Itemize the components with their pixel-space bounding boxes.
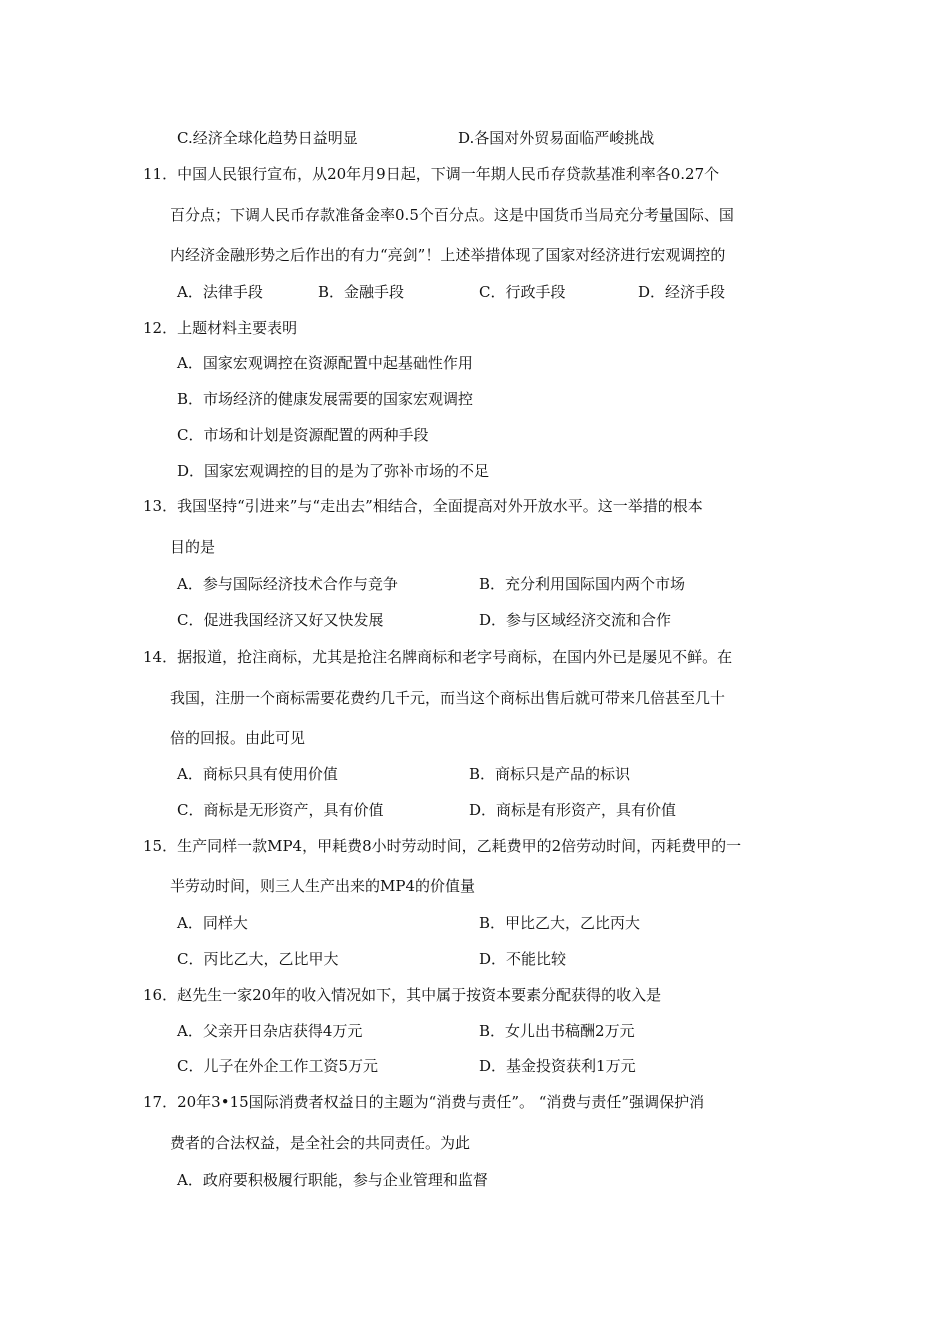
q16-stem-line-1: 16．赵先生一家20年的收入情况如下，其中属于按资本要素分配获得的收入是	[143, 986, 662, 1004]
q11-stem-line-1: 11．中国人民银行宣布，从20年月9日起，下调一年期人民币存贷款基准利率各0.27个	[143, 165, 720, 183]
q12-stem-line-1: 12．上题材料主要表明	[143, 319, 298, 337]
q17-stem-line-1: 17．20年3•15国际消费者权益日的主题为“消费与责任”。 “消费与责任”强调保护消	[143, 1093, 705, 1111]
q16-option-d: D．基金投资获利1万元	[479, 1057, 636, 1075]
q13-option-c: C．促进我国经济又好又快发展	[177, 611, 384, 629]
q11-option-b: B．金融手段	[318, 283, 405, 301]
q14-stem-line-1: 14．据报道，抢注商标，尤其是抢注名牌商标和老字号商标，在国内外已是屡见不鲜。在	[143, 648, 733, 666]
q14-stem-line-2: 我国，注册一个商标需要花费约几千元，而当这个商标出售后就可带来几倍甚至几十	[170, 689, 726, 707]
q17-option-a: A．政府要积极履行职能，参与企业管理和监督	[177, 1171, 488, 1189]
q16-option-c: C．儿子在外企工作工资5万元	[177, 1057, 379, 1075]
q15-option-d: D．不能比较	[479, 950, 567, 968]
q17-stem-line-2: 费者的合法权益，是全社会的共同责任。为此	[170, 1134, 471, 1152]
q15-stem-line-2: 半劳动时间，则三人生产出来的MP4的价值量	[170, 877, 475, 895]
q13-option-b: B．充分利用国际国内两个市场	[479, 575, 686, 593]
q13-stem-line-2: 目的是	[170, 538, 216, 556]
q13-option-d: D．参与区域经济交流和合作	[479, 611, 672, 629]
q12-option-d: D．国家宏观调控的目的是为了弥补市场的不足	[177, 462, 490, 480]
q14-option-c: C．商标是无形资产，具有价值	[177, 801, 384, 819]
q12-option-a: A．国家宏观调控在资源配置中起基础性作用	[177, 354, 473, 372]
q14-option-b: B．商标只是产品的标识	[469, 765, 631, 783]
q11-option-a: A．法律手段	[177, 283, 263, 301]
q11-option-c: C．行政手段	[479, 283, 566, 301]
q10-option-d: D.各国对外贸易面临严峻挑战	[458, 129, 655, 147]
q12-option-b: B．市场经济的健康发展需要的国家宏观调控	[177, 390, 474, 408]
q11-stem-line-3: 内经济金融形势之后作出的有力“亮剑”！上述举措体现了国家对经济进行宏观调控的	[170, 246, 726, 264]
q13-stem-line-1: 13．我国坚持“引进来”与“走出去”相结合，全面提高对外开放水平。这一举措的根本	[143, 497, 703, 515]
q12-option-c: C．市场和计划是资源配置的两种手段	[177, 426, 429, 444]
q11-stem-line-2: 百分点；下调人民币存款准备金率0.5个百分点。这是中国货币当局充分考量国际、国	[170, 206, 734, 224]
q16-option-b: B．女儿出书稿酬2万元	[479, 1022, 635, 1040]
q10-option-c: C.经济全球化趋势日益明显	[177, 129, 358, 147]
q15-stem-line-1: 15．生产同样一款MP4，甲耗费8小时劳动时间，乙耗费甲的2倍劳动时间，丙耗费甲的一	[143, 837, 742, 855]
q16-option-a: A．父亲开日杂店获得4万元	[177, 1022, 363, 1040]
q15-option-a: A．同样大	[177, 914, 248, 932]
q15-option-b: B．甲比乙大，乙比丙大	[479, 914, 641, 932]
q11-option-d: D．经济手段	[638, 283, 726, 301]
q13-option-a: A．参与国际经济技术合作与竞争	[177, 575, 398, 593]
q14-option-a: A．商标只具有使用价值	[177, 765, 338, 783]
q15-option-c: C．丙比乙大，乙比甲大	[177, 950, 339, 968]
q14-option-d: D．商标是有形资产，具有价值	[469, 801, 677, 819]
q14-stem-line-3: 倍的回报。由此可见	[170, 729, 306, 747]
